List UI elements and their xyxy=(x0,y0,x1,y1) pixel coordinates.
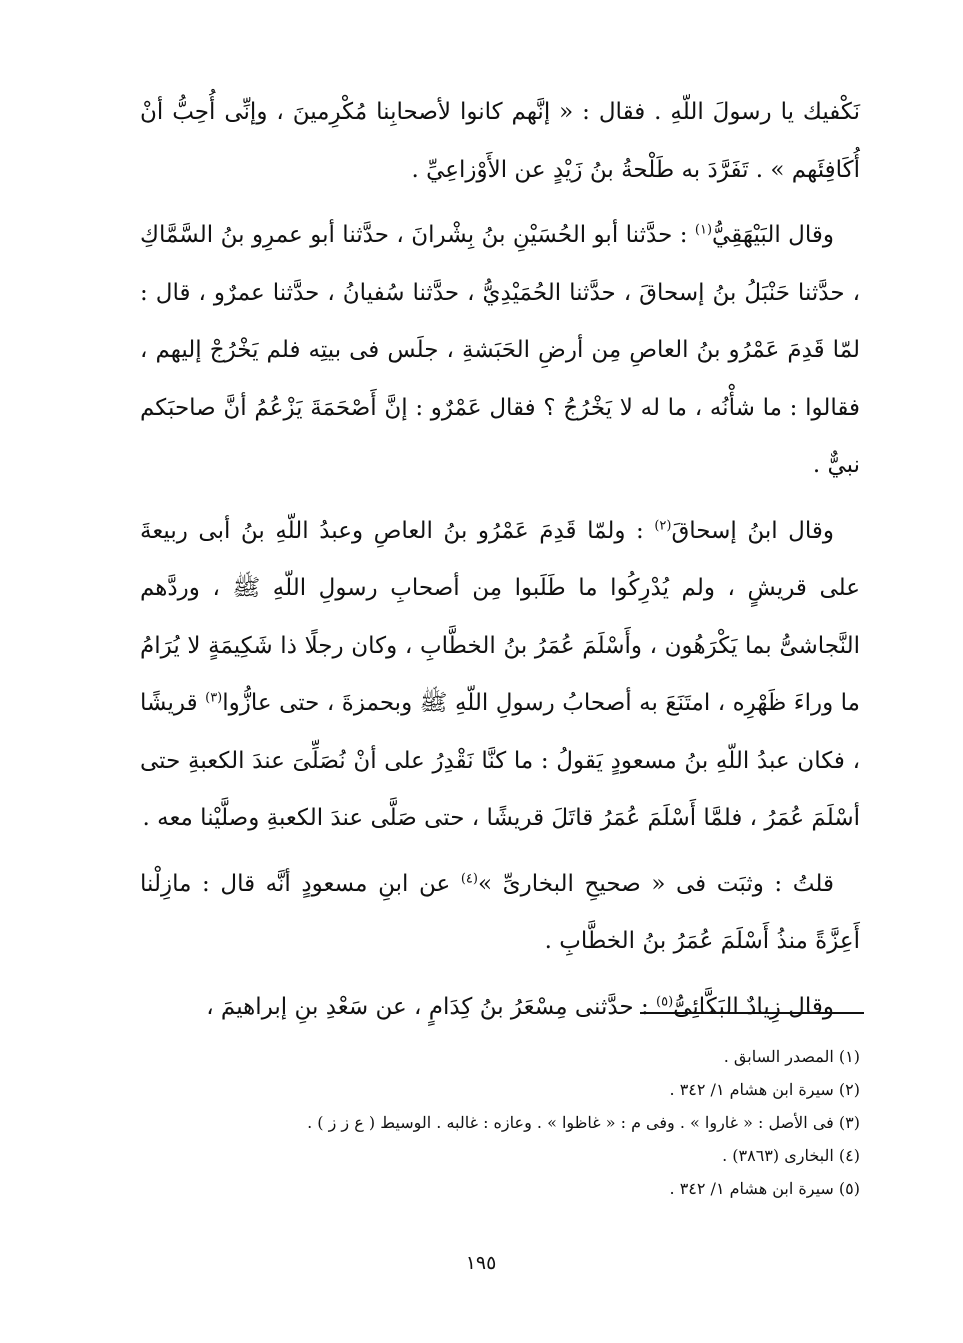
footnote-marker-1[interactable]: (١) xyxy=(694,222,713,238)
footnote-separator xyxy=(640,1012,864,1014)
footnote-marker-2[interactable]: (٢) xyxy=(654,517,672,533)
footnote-5: (٥) سيرة ابن هشام ١/ ٣٤٢ . xyxy=(669,1179,860,1198)
paragraph-5: وقال زِيادٌ البَكَّائِىُّ$^{(٥)}$ : حدَّثنى مِسْعَرُ بنُ كِدَامٍ ، عن سَعْدِ بنِ إبراهيمَ ، xyxy=(206,993,834,1020)
paragraph-3: وقال ابنُ إسحاقَ$^{(٢)}$ : ولمّا قَدِمَ عَمْرُو بنُ العاصِ وعبدُ اللّهِ بنُ أبى ربيعةَ على قريشٍ ، ولم يُدْرِكُوا ما طَلَبوا مِن أصحابِ رسولِ اللّهِ ﷺ ، وردَّهم النَّجاشىُّ بما يَكْرَهُون ، وأَسْلَمَ عُمَرُ بنُ الخطَّابِ ، وكان رجلًا ذا شَكِيمَةٍ لا يُرَامُ ما وراءَ ظَهْرِه ، امتَنَعَ به أصحابُ رسولِ اللّهِ ﷺ وبحمزةَ ، حتى عازُّوا$^{(٣)}$ قريشًا ، فكان عبدُ اللّهِ بنُ مسعودٍ يَقولُ : ما كنَّا نَقْدِرُ على أنْ نُصَلِّىَ عندَ الكعبةِ حتى أسْلَمَ عُمَرُ ، فلمَّا أَسْلَمَ عُمَرُ قاتَلَ قريشًا ، حتى صَلَّى عندَ الكعبةِ وصلَّيْنا معه . xyxy=(140,517,860,831)
footnote-3: (٣) فى الأصل : « غاروا » . وفى م : « غاظوا » . وعازه : غالبه . الوسيط ( ع ز ز ) . xyxy=(307,1113,860,1132)
main-text xyxy=(140,84,860,1036)
footnote-1: (١) المصدر السابق . xyxy=(723,1047,860,1066)
footnote-marker-3[interactable]: (٣) xyxy=(205,690,223,706)
footnote-4: (٤) البخارى (٣٨٦٣) . xyxy=(722,1146,860,1165)
paragraph-2: وقال البَيْهَقِيُّ$^{(١)}$ : حدَّثنا أبو الحُسَيْنِ بنُ بِشْرانَ ، حدَّثنا أبو عمرِو بنُ السَّمَّاكِ ، حدَّثنا حَنْبَلُ بنُ إسحاقَ ، حدَّثنا الحُمَيْدِيُّ ، حدَّثنا سُفيانُ ، حدَّثنا عمرٌو ، قال : لمّا قَدِمَ عَمْرُو بنُ العاصِ مِن أرضِ الحَبَشةِ ، جلَس فى بيتِه فلم يَخْرُجْ إليهم ، فقالوا : ما شأْنُه ، ما له لا يَخْرُجُ ؟ فقال عَمْرٌو : إنَّ أَصْحَمَةَ يَزْعُمُ أنَّ صاحبَكم نبيٌّ . xyxy=(140,222,860,478)
footnote-2: (٢) سيرة ابن هشام ١/ ٣٤٢ . xyxy=(669,1080,860,1099)
page-number: ١٩٥ xyxy=(465,1252,497,1274)
footnote-marker-4[interactable]: (٤) xyxy=(460,870,478,886)
footnotes xyxy=(240,1040,860,1205)
footnote-marker-5[interactable]: (٥) xyxy=(656,993,674,1009)
paragraph-1: نَكْفيك يا رسولَ اللّهِ . فقال : « إنَّهم كانوا لأصحابِنا مُكْرِمينَ ، وإنِّى أُحِبُّ أنْ أُكَافِئَهم » . تَفَرَّدَ به طَلْحةُ بنُ زَيْدٍ عن الأَوْزاعِيِّ . xyxy=(140,99,860,183)
paragraph-4: قلتُ : وثبَت فى « صحيحِ البخارىِّ »$^{(٤)}$ عن ابنِ مسعودٍ أنَّه قال : مازِلْنا أَعِزَّةً منذُ أَسْلَمَ عُمَرُ بنُ الخطَّابِ . xyxy=(140,870,860,954)
